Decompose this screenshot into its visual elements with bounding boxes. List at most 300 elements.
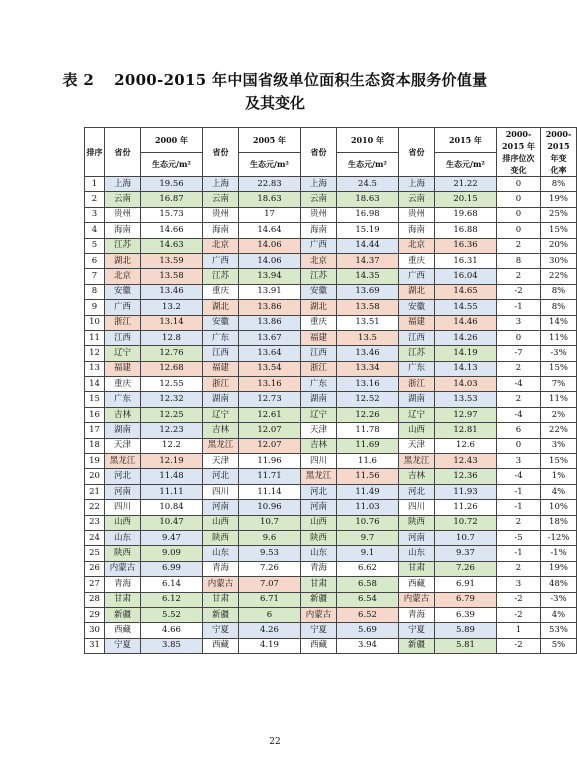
value-2000-cell: 13.14: [141, 315, 203, 330]
rank-change-cell: -2: [497, 592, 541, 607]
header-year-2005: 2005 年: [239, 128, 301, 153]
value-2015-cell: 13.53: [435, 392, 497, 407]
rank-cell: 28: [85, 592, 105, 607]
header-rate-change-line: 化率: [550, 165, 567, 175]
rate-change-cell: 10%: [541, 500, 577, 515]
value-2005-cell: 11.96: [239, 454, 301, 469]
province-2010-cell: 西藏: [301, 638, 337, 653]
province-2000-cell: 甘肃: [105, 592, 141, 607]
value-2005-cell: 10.96: [239, 500, 301, 515]
value-2005-cell: 11.14: [239, 484, 301, 499]
rank-cell: 21: [85, 484, 105, 499]
province-2015-cell: 湖北: [399, 284, 435, 299]
province-2010-cell: 辽宁: [301, 407, 337, 422]
table-row: [85, 330, 577, 345]
value-2005-cell: 14.06: [239, 253, 301, 268]
rate-change-cell: 20%: [541, 238, 577, 253]
province-2015-cell: 湖南: [399, 392, 435, 407]
table-row: [85, 515, 577, 530]
rank-change-cell: 0: [497, 438, 541, 453]
rank-change-cell: -5: [497, 530, 541, 545]
value-2000-cell: 10.84: [141, 500, 203, 515]
rank-change-cell: 8: [497, 253, 541, 268]
province-2000-cell: 海南: [105, 223, 141, 238]
province-2015-cell: 新疆: [399, 638, 435, 653]
rank-cell: 5: [85, 238, 105, 253]
rank-cell: 29: [85, 607, 105, 622]
province-2000-cell: 重庆: [105, 377, 141, 392]
province-2005-cell: 天津: [203, 454, 239, 469]
province-2010-cell: 重庆: [301, 315, 337, 330]
value-2000-cell: 9.09: [141, 546, 203, 561]
table-row: [85, 500, 577, 515]
value-2010-cell: 13.34: [337, 361, 399, 376]
value-2010-cell: 11.78: [337, 423, 399, 438]
rank-cell: 22: [85, 500, 105, 515]
province-2015-cell: 江西: [399, 330, 435, 345]
table-row: [85, 361, 577, 376]
rank-change-cell: -2: [497, 638, 541, 653]
province-2015-cell: 贵州: [399, 207, 435, 222]
rank-cell: 18: [85, 438, 105, 453]
value-2000-cell: 14.66: [141, 223, 203, 238]
province-2005-cell: 北京: [203, 238, 239, 253]
province-2000-cell: 河南: [105, 484, 141, 499]
rate-change-cell: 53%: [541, 623, 577, 638]
header-province-2010: 省份: [301, 128, 337, 177]
value-2000-cell: 6.14: [141, 577, 203, 592]
value-2005-cell: 12.07: [239, 423, 301, 438]
rate-change-cell: 3%: [541, 438, 577, 453]
value-2010-cell: 16.98: [337, 207, 399, 222]
province-2010-cell: 甘肃: [301, 577, 337, 592]
value-2005-cell: 18.63: [239, 192, 301, 207]
value-2010-cell: 11.56: [337, 469, 399, 484]
province-2000-cell: 青海: [105, 577, 141, 592]
rank-cell: 25: [85, 546, 105, 561]
province-2010-cell: 宁夏: [301, 623, 337, 638]
province-2005-cell: 河南: [203, 500, 239, 515]
rank-change-cell: -4: [497, 377, 541, 392]
header-province-2005: 省份: [203, 128, 239, 177]
rank-cell: 12: [85, 346, 105, 361]
value-2000-cell: 12.25: [141, 407, 203, 422]
rate-change-cell: 15%: [541, 361, 577, 376]
table-label: 表 2: [62, 71, 95, 89]
province-2005-cell: 西藏: [203, 638, 239, 653]
header-rank-change-line: 变化: [510, 165, 527, 175]
province-2015-cell: 辽宁: [399, 407, 435, 422]
table-row: [85, 346, 577, 361]
table-row: [85, 530, 577, 545]
province-2005-cell: 浙江: [203, 377, 239, 392]
province-2015-cell: 河南: [399, 530, 435, 545]
province-2005-cell: 河北: [203, 469, 239, 484]
value-2000-cell: 13.59: [141, 253, 203, 268]
rate-change-cell: 11%: [541, 330, 577, 345]
province-2010-cell: 贵州: [301, 207, 337, 222]
province-2015-cell: 江苏: [399, 346, 435, 361]
rate-change-cell: -12%: [541, 530, 577, 545]
value-2005-cell: 13.54: [239, 361, 301, 376]
value-2015-cell: 16.04: [435, 269, 497, 284]
value-2000-cell: 5.52: [141, 607, 203, 622]
value-2010-cell: 11.03: [337, 500, 399, 515]
table-row: [85, 392, 577, 407]
value-2010-cell: 11.6: [337, 454, 399, 469]
rate-change-cell: 30%: [541, 253, 577, 268]
rank-change-cell: 2: [497, 238, 541, 253]
rate-change-cell: 8%: [541, 284, 577, 299]
value-2015-cell: 11.26: [435, 500, 497, 515]
rank-cell: 23: [85, 515, 105, 530]
value-2005-cell: 13.16: [239, 377, 301, 392]
rank-change-cell: -2: [497, 607, 541, 622]
province-2000-cell: 河北: [105, 469, 141, 484]
table-row: [85, 315, 577, 330]
province-2005-cell: 山西: [203, 515, 239, 530]
table-title-line1: 2000-2015 年中国省级单位面积生态资本服务价值量: [114, 71, 488, 89]
rate-change-cell: 8%: [541, 177, 577, 192]
value-2000-cell: 10.47: [141, 515, 203, 530]
value-2000-cell: 11.11: [141, 484, 203, 499]
table-body: [85, 177, 577, 654]
value-2015-cell: 14.13: [435, 361, 497, 376]
value-2000-cell: 11.48: [141, 469, 203, 484]
province-2000-cell: 上海: [105, 177, 141, 192]
province-2015-cell: 陕西: [399, 515, 435, 530]
value-2005-cell: 13.67: [239, 330, 301, 345]
table-row: [85, 377, 577, 392]
province-2000-cell: 四川: [105, 500, 141, 515]
value-2010-cell: 11.69: [337, 438, 399, 453]
table-row: [85, 284, 577, 299]
table-row: [85, 192, 577, 207]
province-2005-cell: 宁夏: [203, 623, 239, 638]
header-unit-2005: 生态元/m²: [239, 152, 301, 177]
value-2015-cell: 7.26: [435, 561, 497, 576]
value-2010-cell: 14.35: [337, 269, 399, 284]
province-2015-cell: 吉林: [399, 469, 435, 484]
rank-change-cell: 2: [497, 361, 541, 376]
value-2010-cell: 12.52: [337, 392, 399, 407]
value-2010-cell: 13.46: [337, 346, 399, 361]
value-2000-cell: 13.58: [141, 269, 203, 284]
value-2015-cell: 16.88: [435, 223, 497, 238]
value-2015-cell: 19.68: [435, 207, 497, 222]
rate-change-cell: 5%: [541, 638, 577, 653]
value-2000-cell: 15.73: [141, 207, 203, 222]
table-row: [85, 253, 577, 268]
province-2010-cell: 山东: [301, 546, 337, 561]
province-2010-cell: 福建: [301, 330, 337, 345]
table-title-line2: 及其变化: [244, 94, 305, 112]
province-2000-cell: 安徽: [105, 284, 141, 299]
rank-change-cell: 0: [497, 177, 541, 192]
value-2015-cell: 12.81: [435, 423, 497, 438]
province-2005-cell: 贵州: [203, 207, 239, 222]
rank-change-cell: -2: [497, 284, 541, 299]
rank-change-cell: 0: [497, 223, 541, 238]
value-2015-cell: 14.55: [435, 300, 497, 315]
rate-change-cell: 4%: [541, 484, 577, 499]
value-2005-cell: 12.73: [239, 392, 301, 407]
rank-cell: 8: [85, 284, 105, 299]
rank-change-cell: 6: [497, 423, 541, 438]
table-row: [85, 238, 577, 253]
province-2010-cell: 浙江: [301, 361, 337, 376]
province-2005-cell: 陕西: [203, 530, 239, 545]
province-2005-cell: 云南: [203, 192, 239, 207]
header-rank-change: [497, 128, 541, 177]
province-2010-cell: 天津: [301, 423, 337, 438]
province-2000-cell: 广西: [105, 300, 141, 315]
rate-change-cell: 14%: [541, 315, 577, 330]
rank-change-cell: -4: [497, 469, 541, 484]
rank-cell: 16: [85, 407, 105, 422]
province-2000-cell: 陕西: [105, 546, 141, 561]
rank-cell: 15: [85, 392, 105, 407]
province-2015-cell: 宁夏: [399, 623, 435, 638]
province-2010-cell: 吉林: [301, 438, 337, 453]
value-2010-cell: 18.63: [337, 192, 399, 207]
header-year-2010: 2010 年: [337, 128, 399, 153]
province-2015-cell: 黑龙江: [399, 454, 435, 469]
table-row: [85, 423, 577, 438]
value-2015-cell: 12.6: [435, 438, 497, 453]
province-2010-cell: 广东: [301, 377, 337, 392]
value-2010-cell: 13.69: [337, 284, 399, 299]
province-2005-cell: 湖北: [203, 300, 239, 315]
province-2000-cell: 贵州: [105, 207, 141, 222]
province-2010-cell: 海南: [301, 223, 337, 238]
rank-cell: 30: [85, 623, 105, 638]
header-rate-change: [541, 128, 577, 177]
province-2015-cell: 四川: [399, 500, 435, 515]
rank-cell: 6: [85, 253, 105, 268]
rate-change-cell: 15%: [541, 454, 577, 469]
province-2000-cell: 江西: [105, 330, 141, 345]
header-unit-2010: 生态元/m²: [337, 152, 399, 177]
rank-change-cell: 0: [497, 330, 541, 345]
rate-change-cell: -3%: [541, 592, 577, 607]
table-row: [85, 269, 577, 284]
header-rate-change-line: 2000-: [545, 129, 572, 139]
province-2000-cell: 天津: [105, 438, 141, 453]
header-province-2015: 省份: [399, 128, 435, 177]
header-unit-2015: 生态元/m²: [435, 152, 497, 177]
rank-cell: 11: [85, 330, 105, 345]
value-2015-cell: 10.72: [435, 515, 497, 530]
province-2005-cell: 内蒙古: [203, 577, 239, 592]
rank-change-cell: -1: [497, 484, 541, 499]
value-2010-cell: 6.54: [337, 592, 399, 607]
value-2000-cell: 13.2: [141, 300, 203, 315]
value-2005-cell: 6: [239, 607, 301, 622]
rate-change-cell: -1%: [541, 546, 577, 561]
table-title: [0, 69, 550, 90]
table-row: [85, 223, 577, 238]
value-2010-cell: 6.52: [337, 607, 399, 622]
province-2015-cell: 广东: [399, 361, 435, 376]
province-2005-cell: 江西: [203, 346, 239, 361]
value-2010-cell: 15.19: [337, 223, 399, 238]
province-2005-cell: 辽宁: [203, 407, 239, 422]
value-2010-cell: 3.94: [337, 638, 399, 653]
province-2000-cell: 广东: [105, 392, 141, 407]
value-2015-cell: 20.15: [435, 192, 497, 207]
province-2010-cell: 陕西: [301, 530, 337, 545]
province-2015-cell: 青海: [399, 607, 435, 622]
rank-change-cell: -1: [497, 546, 541, 561]
value-2010-cell: 11.49: [337, 484, 399, 499]
province-2000-cell: 吉林: [105, 407, 141, 422]
value-2010-cell: 6.62: [337, 561, 399, 576]
province-2005-cell: 福建: [203, 361, 239, 376]
province-2000-cell: 辽宁: [105, 346, 141, 361]
value-2015-cell: 21.22: [435, 177, 497, 192]
value-2005-cell: 13.94: [239, 269, 301, 284]
value-2015-cell: 11.93: [435, 484, 497, 499]
value-2010-cell: 9.7: [337, 530, 399, 545]
table-row: [85, 546, 577, 561]
province-2010-cell: 云南: [301, 192, 337, 207]
rate-change-cell: 18%: [541, 515, 577, 530]
rate-change-cell: 4%: [541, 607, 577, 622]
rank-cell: 2: [85, 192, 105, 207]
value-2005-cell: 10.7: [239, 515, 301, 530]
table-row: [85, 454, 577, 469]
rank-cell: 20: [85, 469, 105, 484]
value-2005-cell: 14.06: [239, 238, 301, 253]
province-2005-cell: 上海: [203, 177, 239, 192]
province-2010-cell: 安徽: [301, 284, 337, 299]
province-2005-cell: 甘肃: [203, 592, 239, 607]
header-rank-change-line: 2000-: [505, 129, 532, 139]
province-2010-cell: 广西: [301, 238, 337, 253]
province-2000-cell: 湖南: [105, 423, 141, 438]
province-2000-cell: 湖北: [105, 253, 141, 268]
province-2005-cell: 湖南: [203, 392, 239, 407]
rate-change-cell: 19%: [541, 561, 577, 576]
value-2010-cell: 10.76: [337, 515, 399, 530]
province-2010-cell: 江苏: [301, 269, 337, 284]
value-2010-cell: 13.5: [337, 330, 399, 345]
table-row: [85, 607, 577, 622]
value-2015-cell: 6.39: [435, 607, 497, 622]
province-2005-cell: 吉林: [203, 423, 239, 438]
value-2005-cell: 13.64: [239, 346, 301, 361]
rank-change-cell: 3: [497, 577, 541, 592]
value-2015-cell: 12.97: [435, 407, 497, 422]
province-2005-cell: 广西: [203, 253, 239, 268]
rank-change-cell: 2: [497, 515, 541, 530]
province-2015-cell: 浙江: [399, 377, 435, 392]
province-2015-cell: 海南: [399, 223, 435, 238]
value-2000-cell: 12.32: [141, 392, 203, 407]
province-2015-cell: 天津: [399, 438, 435, 453]
value-2000-cell: 12.19: [141, 454, 203, 469]
rate-change-cell: 7%: [541, 377, 577, 392]
value-2015-cell: 14.19: [435, 346, 497, 361]
value-2000-cell: 6.12: [141, 592, 203, 607]
province-2005-cell: 山东: [203, 546, 239, 561]
value-2010-cell: 9.1: [337, 546, 399, 561]
value-2000-cell: 14.63: [141, 238, 203, 253]
rate-change-cell: 22%: [541, 423, 577, 438]
rate-change-cell: 19%: [541, 192, 577, 207]
rank-cell: 10: [85, 315, 105, 330]
table-row: [85, 638, 577, 653]
rank-cell: 9: [85, 300, 105, 315]
value-2000-cell: 12.8: [141, 330, 203, 345]
value-2010-cell: 24.5: [337, 177, 399, 192]
value-2000-cell: 12.55: [141, 377, 203, 392]
province-2015-cell: 山东: [399, 546, 435, 561]
value-2015-cell: 6.91: [435, 577, 497, 592]
rank-cell: 27: [85, 577, 105, 592]
value-2005-cell: 7.07: [239, 577, 301, 592]
province-2015-cell: 内蒙古: [399, 592, 435, 607]
value-2005-cell: 14.64: [239, 223, 301, 238]
province-2015-cell: 上海: [399, 177, 435, 192]
province-2000-cell: 北京: [105, 269, 141, 284]
rank-cell: 3: [85, 207, 105, 222]
value-2000-cell: 19.56: [141, 177, 203, 192]
table-row: [85, 177, 577, 192]
header-province-2000: 省份: [105, 128, 141, 177]
value-2015-cell: 14.65: [435, 284, 497, 299]
table-row: [85, 623, 577, 638]
province-2010-cell: 青海: [301, 561, 337, 576]
province-2010-cell: 河北: [301, 484, 337, 499]
value-2010-cell: 13.58: [337, 300, 399, 315]
value-2005-cell: 12.07: [239, 438, 301, 453]
province-2005-cell: 青海: [203, 561, 239, 576]
value-2000-cell: 3.85: [141, 638, 203, 653]
value-2015-cell: 5.89: [435, 623, 497, 638]
value-2000-cell: 12.68: [141, 361, 203, 376]
table-row: [85, 484, 577, 499]
province-2005-cell: 海南: [203, 223, 239, 238]
province-2000-cell: 内蒙古: [105, 561, 141, 576]
rank-cell: 17: [85, 423, 105, 438]
rank-cell: 26: [85, 561, 105, 576]
rank-change-cell: -1: [497, 500, 541, 515]
province-2010-cell: 黑龙江: [301, 469, 337, 484]
value-2010-cell: 14.37: [337, 253, 399, 268]
value-2000-cell: 6.99: [141, 561, 203, 576]
value-2010-cell: 6.58: [337, 577, 399, 592]
rank-cell: 19: [85, 454, 105, 469]
table-row: [85, 469, 577, 484]
rank-change-cell: -4: [497, 407, 541, 422]
rank-cell: 1: [85, 177, 105, 192]
rank-change-cell: -7: [497, 346, 541, 361]
rank-change-cell: -1: [497, 300, 541, 315]
value-2005-cell: 9.53: [239, 546, 301, 561]
province-2015-cell: 山西: [399, 423, 435, 438]
value-2015-cell: 14.26: [435, 330, 497, 345]
rank-cell: 13: [85, 361, 105, 376]
province-2015-cell: 安徽: [399, 300, 435, 315]
value-2015-cell: 14.03: [435, 377, 497, 392]
table-row: [85, 592, 577, 607]
province-2005-cell: 黑龙江: [203, 438, 239, 453]
table-row: [85, 300, 577, 315]
province-2015-cell: 福建: [399, 315, 435, 330]
province-2015-cell: 云南: [399, 192, 435, 207]
